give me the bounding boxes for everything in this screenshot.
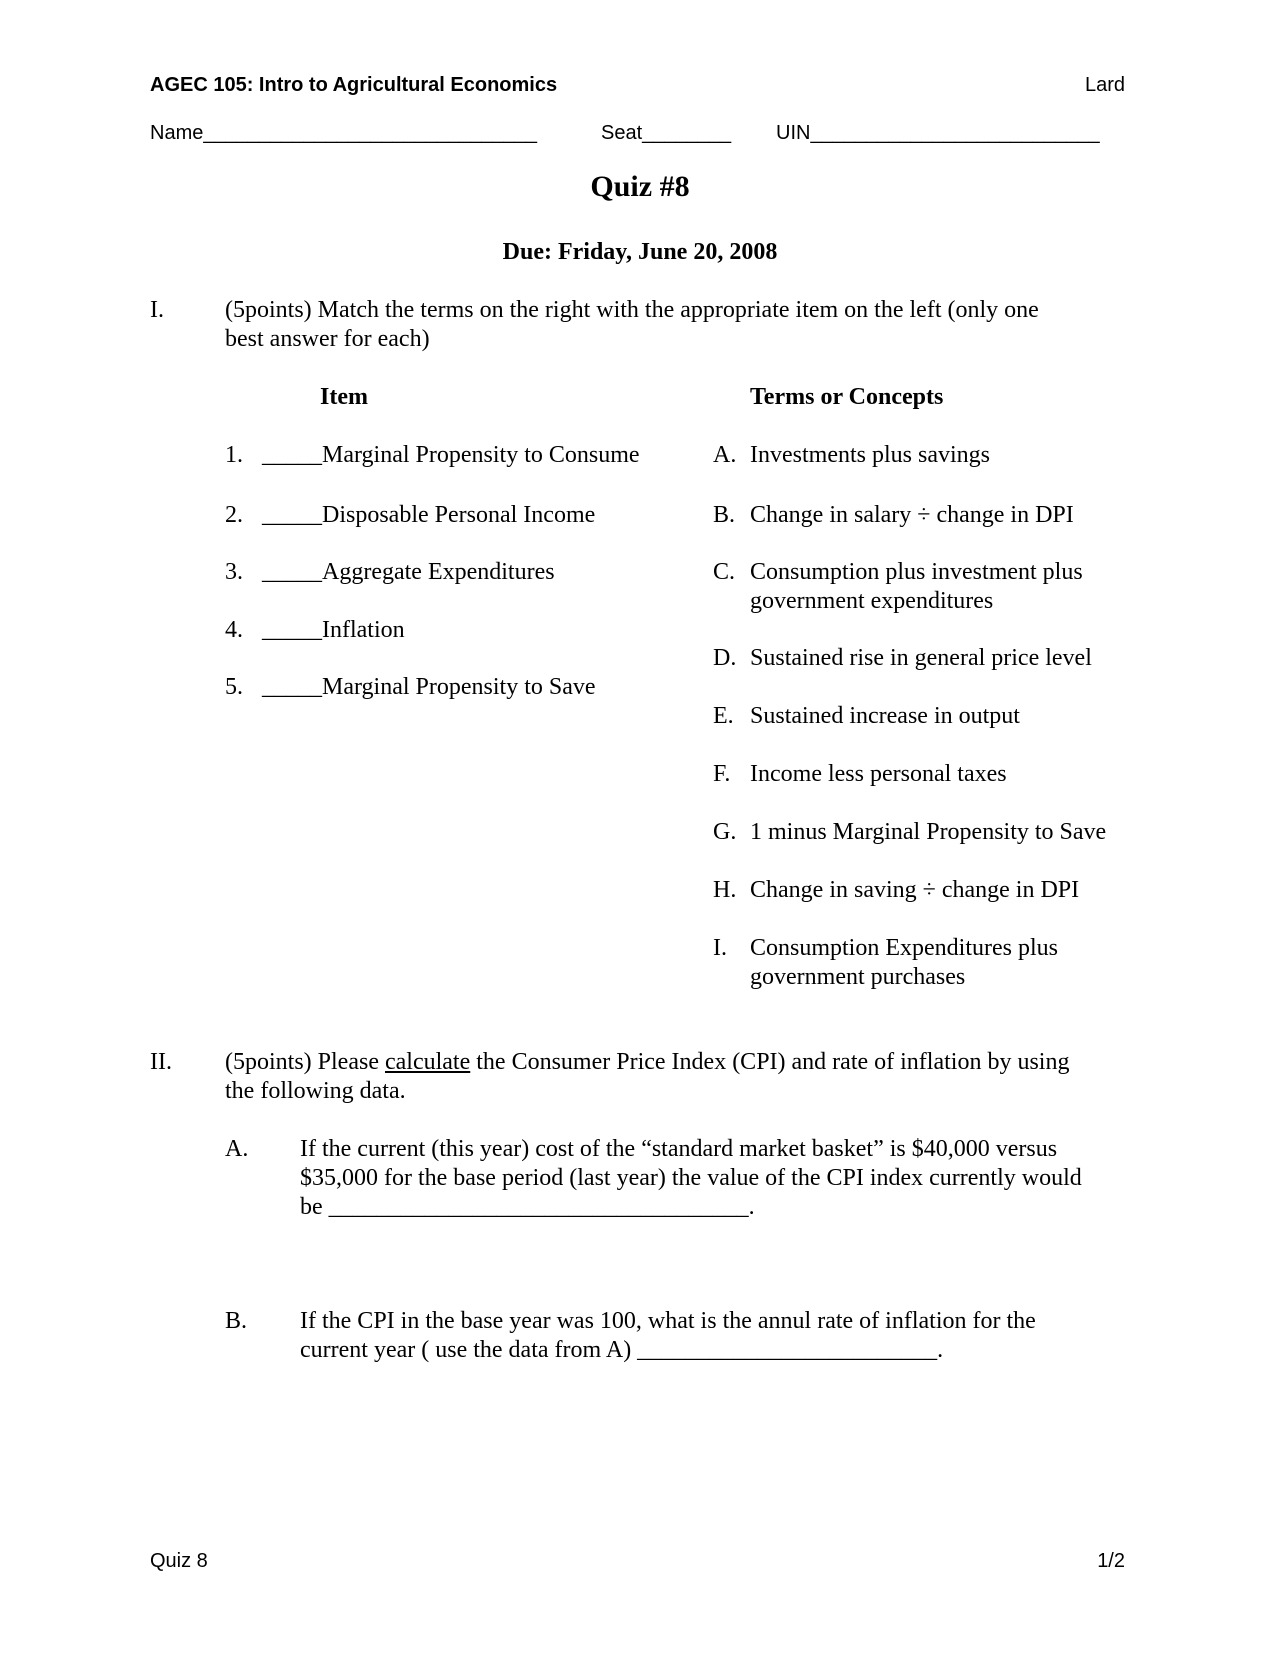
uin-blank: __________________________: [810, 122, 1100, 144]
uin-label: UIN: [776, 122, 811, 144]
term-text: Investments plus savings: [750, 442, 990, 468]
part-a-line1: If the current (this year) cost of the “standard market basket” is $40,000 versus: [300, 1136, 1058, 1162]
term-text-continued: government purchases: [750, 964, 966, 990]
list-item: [225, 441, 640, 470]
name-blank: ______________________________: [203, 122, 538, 144]
term-text: Consumption plus investment plus: [750, 559, 1083, 585]
seat-label: Seat: [601, 122, 643, 144]
item-text: Aggregate Expenditures: [322, 559, 555, 585]
item-number: 3.: [225, 559, 243, 585]
term-text: 1 minus Marginal Propensity to Save: [750, 819, 1107, 845]
term-item: [713, 441, 990, 470]
list-item: [225, 558, 555, 587]
uin-field: [776, 122, 1100, 145]
instruction-text: (5points) Please: [225, 1049, 385, 1075]
item-answer-blank: _____: [262, 674, 322, 700]
page-title: Quiz #8: [590, 170, 690, 203]
section-2-instruction-line2: the following data.: [225, 1078, 406, 1104]
terms-heading: Terms or Concepts: [750, 384, 944, 410]
term-text: Sustained rise in general price level: [750, 645, 1092, 671]
term-item: [713, 876, 1079, 905]
section-2-numeral: II.: [150, 1049, 172, 1075]
term-letter: I.: [713, 935, 727, 961]
underlined-word: calculate: [384, 1049, 471, 1075]
item-number: 5.: [225, 674, 243, 700]
part-a-line2: $35,000 for the base period (last year) the value of the CPI index currently would: [300, 1165, 1082, 1191]
section-1-instruction-line1: (5points) Match the terms on the right with the appropriate item on the left (only one: [225, 297, 1039, 323]
term-item: [713, 760, 1007, 789]
seat-blank: ________: [642, 122, 732, 144]
term-letter: D.: [713, 645, 737, 671]
page-number: 1/2: [1097, 1550, 1125, 1572]
due-date: Due: Friday, June 20, 2008: [502, 239, 778, 265]
item-number: 2.: [225, 502, 243, 528]
term-text: Consumption Expenditures plus: [750, 935, 1058, 961]
section-1-instruction-line2: best answer for each): [225, 326, 430, 352]
term-letter: B.: [713, 502, 736, 528]
item-answer-blank: _____: [262, 617, 322, 643]
term-item: [713, 644, 1092, 673]
part-a-answer-line: be ___________________________________.: [300, 1194, 755, 1220]
instruction-text: the Consumer Price Index (CPI) and rate of inflation by using: [470, 1049, 1070, 1075]
term-text: Change in salary ÷ change in DPI: [750, 502, 1074, 528]
term-text: Sustained increase in output: [750, 703, 1020, 729]
item-answer-blank: _____: [262, 502, 322, 528]
instructor-name: Lard: [1084, 74, 1125, 96]
list-item: [225, 616, 405, 645]
term-letter: G.: [713, 819, 737, 845]
part-b-answer-line: current year ( use the data from A) _________________________.: [300, 1337, 944, 1363]
term-letter: H.: [713, 877, 737, 903]
term-item: [713, 934, 1058, 992]
term-text: Change in saving ÷ change in DPI: [750, 877, 1080, 903]
term-item: [713, 501, 1074, 530]
item-heading: Item: [320, 384, 368, 410]
part-b-label: B.: [225, 1308, 248, 1334]
term-text-continued: government expenditures: [750, 588, 994, 614]
term-letter: C.: [713, 559, 736, 585]
term-letter: A.: [713, 442, 737, 468]
term-letter: F.: [713, 761, 731, 787]
term-letter: E.: [713, 703, 734, 729]
name-field: [150, 122, 537, 145]
list-item: [225, 501, 595, 530]
term-item: [713, 818, 1106, 847]
name-label: Name: [150, 122, 204, 144]
item-text: Disposable Personal Income: [322, 502, 596, 528]
list-item: [225, 673, 596, 702]
part-a-label: A.: [225, 1136, 249, 1162]
section-1-numeral: I.: [150, 297, 164, 323]
item-number: 4.: [225, 617, 243, 643]
term-item: [713, 702, 1020, 731]
item-answer-blank: _____: [262, 559, 322, 585]
footer-label: Quiz 8: [150, 1550, 208, 1572]
item-text: Marginal Propensity to Consume: [322, 442, 640, 468]
section-2-instruction-line1: [225, 1048, 1069, 1077]
course-title: AGEC 105: Intro to Agricultural Economics: [150, 74, 558, 96]
item-text: Inflation: [322, 617, 405, 643]
seat-field: [601, 122, 731, 145]
item-answer-blank: _____: [262, 442, 322, 468]
part-b-line1: If the CPI in the base year was 100, what is the annul rate of inflation for the: [300, 1308, 1036, 1334]
term-item: [713, 558, 1083, 616]
item-text: Marginal Propensity to Save: [322, 674, 596, 700]
term-text: Income less personal taxes: [750, 761, 1007, 787]
item-number: 1.: [225, 442, 243, 468]
